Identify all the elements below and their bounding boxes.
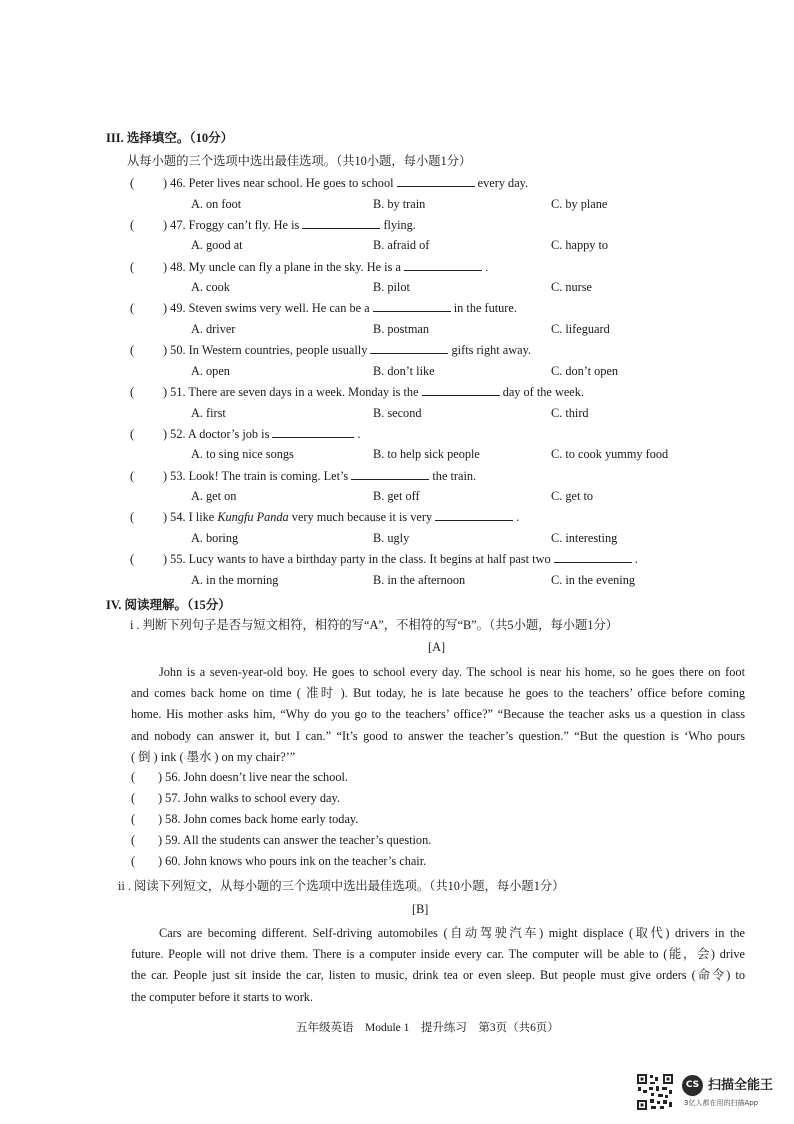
passage-a-line: ( 倒 ) ink ( 墨水 ) on my chair?’” <box>131 749 296 764</box>
question-text: ) 52. A doctor’s job is <box>163 426 270 441</box>
option-b: B. by train <box>373 196 426 211</box>
question-text: ) 54. I like <box>163 510 215 525</box>
answer-blank <box>554 552 632 563</box>
answer-paren: ( <box>130 301 135 316</box>
option-b: B. ugly <box>373 530 410 545</box>
question-text: ) 49. Steven swims very well. He can be a <box>163 301 370 316</box>
passage-a-line: and nobody can answer it, but I can.” “It’s good to answer the teacher’s question.” “But the question is ‘Who pours <box>131 728 745 743</box>
qr-code-icon <box>636 1073 674 1111</box>
answer-blank <box>435 510 513 521</box>
option-b: B. get off <box>373 489 420 504</box>
question-tail: . <box>485 259 489 274</box>
option-c: C. nurse <box>551 280 592 295</box>
statement-59 <box>131 833 431 848</box>
answer-blank <box>272 427 354 438</box>
question-italic-title: Kungfu Panda <box>217 510 289 525</box>
passage-a-line: and comes back home on time ( 准时 ). But today, he is late because he goes to the teachers’ office before coming <box>131 686 745 701</box>
question-text: ) 48. My uncle can fly a plane in the sky. He is a <box>163 259 401 274</box>
answer-paren: ( <box>131 770 136 784</box>
answer-blank <box>397 176 475 187</box>
question-47 <box>130 218 416 233</box>
answer-paren: ( <box>130 552 135 567</box>
answer-paren: ( <box>130 343 135 358</box>
option-b: B. in the afternoon <box>373 572 466 587</box>
option-c: C. interesting <box>551 530 618 545</box>
question-54 <box>130 510 519 525</box>
passage-a-label: [A] <box>428 640 446 654</box>
page-footer: 五年级英语 Module 1 提升练习 第3页（共6页） <box>296 1022 559 1034</box>
option-c: C. to cook yummy food <box>551 447 669 462</box>
section-3-instruction: 从每小题的三个选项中选出最佳选项。（共10小题，每小题1分） <box>127 154 472 168</box>
question-text: ) 46. Peter lives near school. He goes to school <box>163 176 394 190</box>
answer-paren: ( <box>130 259 135 274</box>
section-3-title: III. 选择填空。（10分） <box>106 131 234 145</box>
watermark-tagline: 3亿人都在用的扫描App <box>684 1099 759 1107</box>
answer-blank <box>404 260 482 271</box>
question-tail: flying. <box>383 217 416 232</box>
answer-blank <box>351 469 429 480</box>
question-tail: in the future. <box>453 301 517 316</box>
passage-b-line: the computer before it starts to work. <box>131 989 314 1004</box>
option-c: C. happy to <box>551 238 609 253</box>
question-52 <box>130 427 361 442</box>
option-a: A. first <box>191 405 226 420</box>
answer-paren: ( <box>130 176 135 190</box>
statement-text: ) 57. John walks to school every day. <box>158 791 340 805</box>
option-a: A. boring <box>191 530 239 545</box>
option-c: C. don’t open <box>551 363 619 378</box>
answer-paren: ( <box>131 854 136 868</box>
statement-text: ) 56. John doesn’t live near the school. <box>158 770 348 784</box>
option-b: B. to help sick people <box>373 447 480 462</box>
answer-paren: ( <box>130 468 135 483</box>
part-2-instruction: ii . 阅读下列短文，从每小题的三个选项中选出最佳选项。（共10小题，每小题1分） <box>118 879 565 893</box>
part-1-instruction: i . 判断下列句子是否与短文相符，相符的写“A”，不相符的写“B”。（共5小题，每小题1分） <box>130 618 619 632</box>
passage-b-line: Cars are becoming different. Self-driving automobiles (自动驾驶汽车) might displace (取代) drivers in the <box>159 926 745 940</box>
passage-b-line: the car. People just sit inside the car, listen to music, drink tea or even sleep. But people must give orders (命令) to <box>131 968 745 983</box>
statement-58 <box>131 812 358 827</box>
option-c: C. get to <box>551 489 594 504</box>
question-46 <box>130 176 528 191</box>
watermark-app-name: 扫描全能王 <box>708 1078 774 1093</box>
statement-text: ) 60. John knows who pours ink on the teacher’s chair. <box>158 854 427 868</box>
question-50 <box>130 343 531 358</box>
question-55 <box>130 552 638 567</box>
option-b: B. second <box>373 405 422 420</box>
question-51 <box>130 385 584 400</box>
option-a: A. open <box>191 363 230 378</box>
option-a: A. to sing nice songs <box>191 447 294 462</box>
statement-60 <box>131 854 426 869</box>
question-text: ) 50. In Western countries, people usually <box>163 343 368 358</box>
answer-paren: ( <box>130 510 135 525</box>
passage-a <box>131 662 745 768</box>
option-a: A. cook <box>191 280 230 295</box>
question-tail: . <box>516 510 520 525</box>
answer-paren: ( <box>130 385 135 399</box>
answer-blank <box>302 218 380 229</box>
question-text: ) 47. Froggy can’t fly. He is <box>163 217 300 232</box>
option-a: A. in the morning <box>191 572 279 587</box>
question-tail: gifts right away. <box>451 343 531 358</box>
question-text: ) 53. Look! The train is coming. Let’s <box>163 468 349 483</box>
option-c: C. lifeguard <box>551 321 610 336</box>
section-4-title: IV. 阅读理解。（15分） <box>106 598 231 612</box>
camscanner-logo-icon: CS <box>682 1075 703 1096</box>
question-text: ) 51. There are seven days in a week. Monday is the <box>163 385 419 399</box>
passage-b-line: future. People will not drive them. There is a computer inside every car. The computer will be able to (能，会) drive <box>131 947 745 962</box>
passage-a-line: home. His mother asks him, “Why do you go to the teachers’ office?” “Because the teacher asks us a question in class <box>131 707 745 722</box>
statement-57 <box>131 791 340 806</box>
option-c: C. third <box>551 405 589 420</box>
answer-paren: ( <box>130 217 135 232</box>
option-c: C. by plane <box>551 196 608 211</box>
statement-text: ) 58. John comes back home early today. <box>158 812 359 826</box>
answer-blank <box>373 301 451 312</box>
passage-b-label: [B] <box>412 902 429 916</box>
question-tail: . <box>357 426 361 441</box>
answer-paren: ( <box>131 833 136 847</box>
answer-paren: ( <box>131 812 136 826</box>
question-text: ) 55. Lucy wants to have a birthday party in the class. It begins at half past two <box>163 552 551 567</box>
statement-text: ) 59. All the students can answer the teacher’s question. <box>158 833 432 847</box>
question-tail: every day. <box>477 176 529 190</box>
question-tail: . <box>634 552 638 567</box>
option-c: C. in the evening <box>551 572 636 587</box>
question-tail: day of the week. <box>502 385 584 399</box>
option-a: A. good at <box>191 238 243 253</box>
option-b: B. pilot <box>373 280 410 295</box>
answer-blank <box>370 343 448 354</box>
question-tail: the train. <box>432 468 477 483</box>
option-b: B. afraid of <box>373 238 430 253</box>
statement-56 <box>131 770 348 785</box>
answer-blank <box>422 385 500 396</box>
question-text-continued: very much because it is very <box>291 510 433 525</box>
option-a: A. on foot <box>191 196 242 211</box>
passage-a-line: John is a seven-year-old boy. He goes to school every day. The school is near his home, so he goes there on foot <box>159 665 745 679</box>
answer-paren: ( <box>130 426 135 441</box>
option-a: A. get on <box>191 489 237 504</box>
question-48 <box>130 260 488 275</box>
option-a: A. driver <box>191 321 236 336</box>
question-49 <box>130 301 517 316</box>
question-53 <box>130 469 476 484</box>
passage-b <box>131 923 745 1008</box>
option-b: B. postman <box>373 321 430 336</box>
option-b: B. don’t like <box>373 363 435 378</box>
answer-paren: ( <box>131 791 136 805</box>
